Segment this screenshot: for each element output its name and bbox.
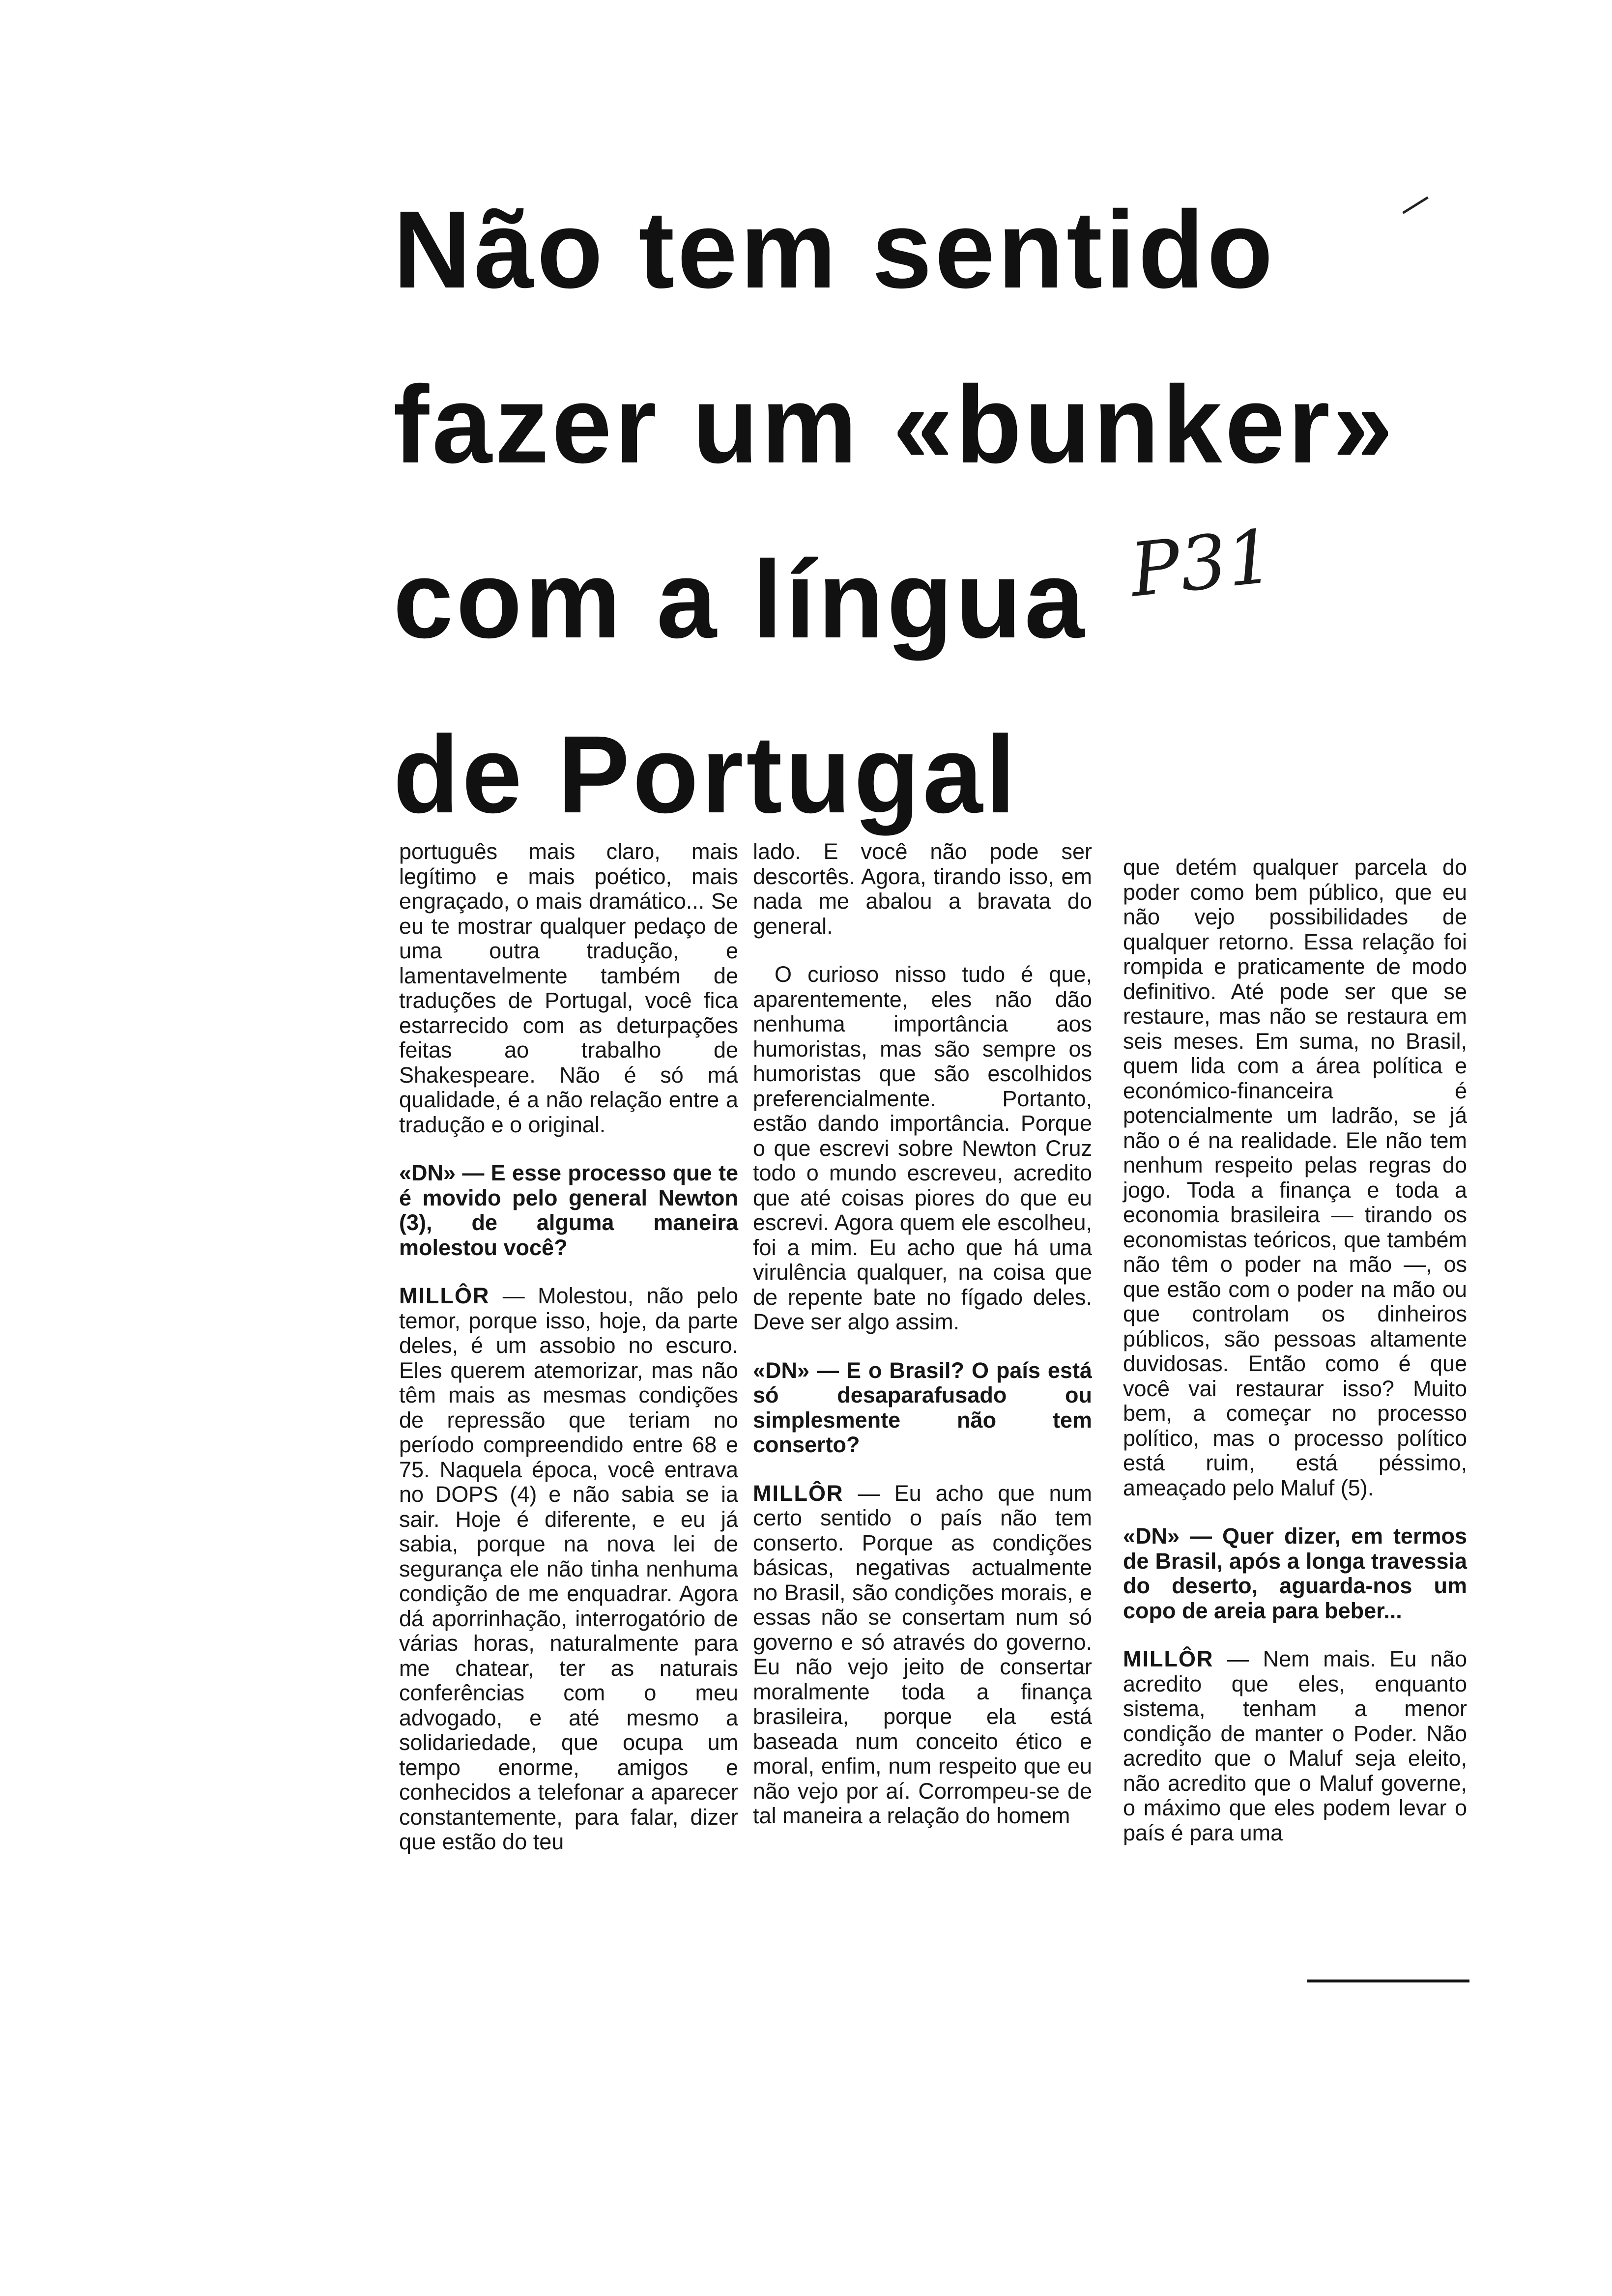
headline-line-2: fazer um «bunker» xyxy=(393,363,1396,486)
interview-answer-2 xyxy=(753,1481,1092,1829)
interview-question-1: «DN» — E esse processo que te é movido pelo general Newton (3), de alguma maneira molestou você? xyxy=(399,1160,738,1260)
answer-text: — Molestou, não pelo temor, porque isso, hoje, da parte deles, é um assobio no escuro. Eles querem atemorizar, mas não têm mais as mesmas condições de repressão que teriam no período compreendido entre 68 e 75. Naquela época, você entrava no DOPS (4) e não sabia se ia sair. Hoje é diferente, e eu já sabia, porque na nova lei de segurança ele não tinha nenhuma condição de me enquadrar. Agora dá aporrinhação, interrogatório de várias horas, naturalmente para me chatear, ter as naturais conferências com o meu advogado, e até mesmo a solidariedade, que ocupa um tempo enorme, amigos e conhecidos a telefonar a aparecer constantemente, para falar, dizer que estão do teu xyxy=(399,1283,738,1854)
article-column-1 xyxy=(399,839,738,1878)
answer-text: — Eu acho que num certo sentido o país não tem conserto. Porque as condições básicas, negativas actualmente no Brasil, são condições morais, e essas não se consertam num só governo e só através do governo. Eu não vejo jeito de consertar moralmente toda a finança brasileira, porque ela está baseada num conceito ético e moral, enfim, num respeito que eu não vejo por aí. Corrompeu-se de tal maneira a relação do homem xyxy=(753,1480,1092,1828)
headline-line-3: com a língua xyxy=(393,538,1088,661)
interview-question-2: «DN» — E o Brasil? O país está só desaparafusado ou simplesmente não tem conserto? xyxy=(753,1357,1092,1457)
interview-answer-3 xyxy=(1123,1647,1467,1845)
headline-line-4: de Portugal xyxy=(393,713,1019,836)
speaker-name: MILLÔR xyxy=(399,1283,490,1308)
answer-text: — Nem mais. Eu não acredito que eles, enquanto sistema, tenham a menor condição de manter o Poder. Não acredito que o Maluf seja eleito, não acredito que o Maluf governe, o máximo que eles podem levar o país é para uma xyxy=(1123,1646,1467,1845)
col2-paragraph-2: O curioso nisso tudo é que, aparentemente, eles não dão nenhuma importância aos humoristas, mas são sempre os humoristas que são escolhidos preferencialmente. Portanto, estão dando importância. Porque o que escrevi sobre Newton Cruz todo o mundo escreveu, acredito que até coisas piores do que eu escrevi. Agora quem ele escolheu, foi a mim. Eu acho que há uma virulência qualquer, na coisa que de repente bate no fígado deles. Deve ser algo assim. xyxy=(753,962,1092,1334)
headline-line-1: Não tem sentido xyxy=(393,188,1276,311)
col3-paragraph: que detém qualquer parcela do poder como bem público, que eu não vejo possibilidades de qualquer retorno. Essa relação foi rompida e praticamente de modo definitivo. Até pode ser que se restaure, mas não se restaura em seis meses. Em suma, no Brasil, quem lida com a área política e económico-financeira é potencialmente um ladrão, se já não o é na realidade. Ele não tem nenhum respeito pelas regras do jogo. Toda a finança e toda a economia brasileira — tirando os economistas teóricos, que também não têm o poder na mão —, os que estão com o poder na mão ou que controlam os dinheiros públicos, são pessoas altamente duvidosas. Então como é que você vai restaurar isso? Muito bem, a começar no processo político, mas o processo político está ruim, está péssimo, ameaçado pelo Maluf (5). xyxy=(1123,855,1467,1500)
speaker-name: MILLÔR xyxy=(753,1480,844,1506)
interview-question-3: «DN» — Quer dizer, em termos de Brasil, após a longa travessia do deserto, aguarda-nos um copo de areia para beber... xyxy=(1123,1523,1467,1623)
article-end-rule xyxy=(1307,1980,1469,1982)
interview-answer-1 xyxy=(399,1284,738,1855)
stray-pen-mark xyxy=(1402,196,1429,214)
col1-paragraph: português mais claro, mais legítimo e mais poético, mais engraçado, o mais dramático... Se eu te mostrar qualquer pedaço de uma outra tradução, e lamentavelmente também de traduções de Portugal, você fica estarrecido com as deturpações feitas ao trabalho de Shakespeare. Não é só má qualidade, é a não relação entre a tradução e o original. xyxy=(399,839,738,1137)
article-column-3 xyxy=(1123,855,1467,1869)
handwritten-page-note: P31 xyxy=(1126,514,1278,614)
col2-paragraph-1: lado. E você não pode ser descortês. Agora, tirando isso, em nada me abalou a bravata do general. xyxy=(753,839,1092,939)
speaker-name: MILLÔR xyxy=(1123,1646,1214,1671)
article-headline xyxy=(393,162,1396,862)
article-column-2 xyxy=(753,839,1092,1852)
